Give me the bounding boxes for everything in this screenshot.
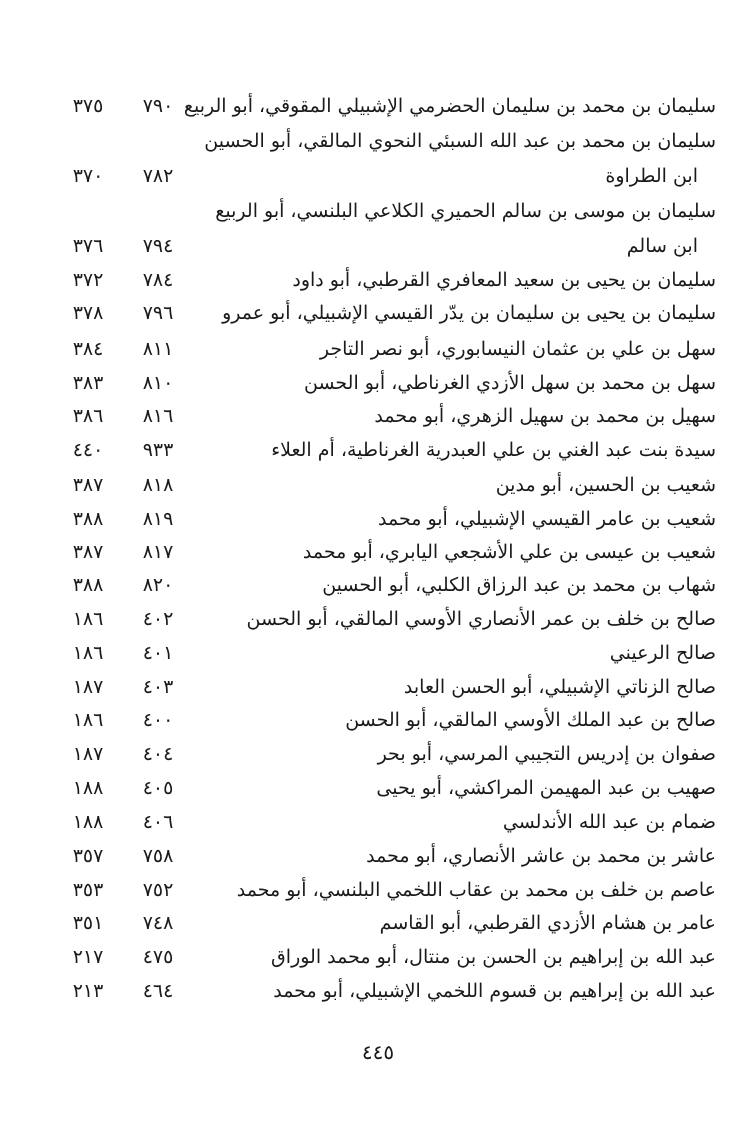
page-number: ٣٨٧ <box>72 541 104 563</box>
entry-name: سيدة بنت عبد الغني بن علي العبدرية الغرناطية، أم العلاء <box>271 439 716 461</box>
entry-name: صالح الرعيني <box>609 642 716 664</box>
entry-number: ٤٠٢ <box>142 608 174 630</box>
page-number: ٣٧٠ <box>72 165 104 187</box>
index-entry <box>0 160 756 192</box>
page-number: ٣٨٤ <box>72 338 104 360</box>
page-number: ٣٥٣ <box>72 879 104 901</box>
entry-number: ٧٩٠ <box>142 95 174 117</box>
index-entry <box>0 941 756 973</box>
index-entry <box>0 569 756 601</box>
index-entry <box>0 806 756 838</box>
entry-number: ٧٩٤ <box>142 235 174 257</box>
entry-name: صالح الزناتي الإشبيلي، أبو الحسن العابد <box>403 676 716 698</box>
entry-number: ٨١٠ <box>142 372 174 394</box>
page-number: ١٨٦ <box>72 608 104 630</box>
entry-name: شهاب بن محمد بن عبد الرزاق الكلبي، أبو الحسين <box>322 574 716 596</box>
folio-page-number: ٤٤٥ <box>361 1040 395 1064</box>
entry-name: شعيب بن عيسى بن علي الأشجعي اليابري، أبو محمد <box>302 541 716 563</box>
index-entry <box>0 503 756 535</box>
page-number: ٣٨٦ <box>72 405 104 427</box>
entry-number: ٨١٦ <box>142 405 174 427</box>
entry-number: ٤٠٣ <box>142 676 174 698</box>
entry-number: ٤٠١ <box>142 642 174 664</box>
page-number: ٤٤٠ <box>72 439 104 461</box>
page-number: ٣٥٧ <box>72 845 104 867</box>
entry-name: صهيب بن عبد المهيمن المراكشي، أبو يحيى <box>376 777 716 799</box>
index-entry <box>0 434 756 466</box>
page-number: ١٨٦ <box>72 642 104 664</box>
index-entry <box>0 333 756 365</box>
entry-number: ٤٠٦ <box>142 811 174 833</box>
index-entry <box>0 772 756 804</box>
entry-number: ٤٠٠ <box>142 709 174 731</box>
index-entry <box>0 975 756 1007</box>
index-entry <box>0 367 756 399</box>
index-entry <box>0 400 756 432</box>
entry-name: صالح بن خلف بن عمر الأنصاري الأوسي المالقي، أبو الحسن <box>246 608 716 630</box>
page-number: ٢١٧ <box>72 946 104 968</box>
index-entry <box>0 907 756 939</box>
entry-number: ٨١٩ <box>142 508 174 530</box>
index-entry <box>0 230 756 262</box>
entry-name: عامر بن هشام الأزدي القرطبي، أبو القاسم <box>379 912 716 934</box>
entry-number: ٤٠٤ <box>142 743 174 765</box>
entry-number: ٧٨٢ <box>142 165 174 187</box>
entry-name: سهل بن محمد بن سهل الأزدي الغرناطي، أبو الحسن <box>304 372 716 394</box>
page-number: ٣٨٣ <box>72 372 104 394</box>
index-entry <box>0 671 756 703</box>
page-number: ٣٨٨ <box>72 508 104 530</box>
index-entry <box>0 840 756 872</box>
entry-name: شعيب بن عامر القيسي الإشبيلي، أبو محمد <box>378 508 716 530</box>
page-number: ٣٨٧ <box>72 474 104 496</box>
page-number: ٣٥١ <box>72 912 104 934</box>
index-entry <box>0 297 756 329</box>
entry-name: سهل بن علي بن عثمان النيسابوري، أبو نصر التاجر <box>319 338 716 360</box>
index-entry <box>0 469 756 501</box>
entry-number: ٤٧٥ <box>142 946 174 968</box>
entry-name: ابن سالم <box>626 235 698 257</box>
entry-name: سليمان بن محمد بن عبد الله السبئي النحوي المالقي، أبو الحسين <box>204 130 716 152</box>
page-number: ٣٨٨ <box>72 574 104 596</box>
entry-name: سليمان بن محمد بن سليمان الحضرمي الإشبيلي المقوقي، أبو الربيع <box>183 95 716 117</box>
page-number: ٣٧٢ <box>72 269 104 291</box>
index-entry <box>0 738 756 770</box>
entry-number: ٧٤٨ <box>142 912 174 934</box>
index-entry <box>0 874 756 906</box>
index-entry <box>0 264 756 296</box>
entry-name: سهيل بن محمد بن سهيل الزهري، أبو محمد <box>374 405 716 427</box>
entry-number: ٨٢٠ <box>142 574 174 596</box>
entry-number: ٧٨٤ <box>142 269 174 291</box>
page-number: ٣٧٨ <box>72 302 104 324</box>
page-number: ١٨٦ <box>72 709 104 731</box>
index-entry <box>0 603 756 635</box>
index-entry <box>0 704 756 736</box>
entry-number: ٤٦٤ <box>142 980 174 1002</box>
page-number: ١٨٧ <box>72 676 104 698</box>
page-number: ١٨٧ <box>72 743 104 765</box>
page-number: ٣٧٥ <box>72 95 104 117</box>
entry-number: ٨١١ <box>142 338 174 360</box>
index-entry <box>0 195 756 227</box>
entry-name: سليمان بن يحيى بن سعيد المعافري القرطبي، أبو داود <box>292 269 716 291</box>
index-entry <box>0 90 756 122</box>
entry-number: ٩٣٣ <box>142 439 174 461</box>
entry-number: ٧٥٢ <box>142 879 174 901</box>
page-number: ٢١٣ <box>72 980 104 1002</box>
index-entry <box>0 536 756 568</box>
entry-name: ضمام بن عبد الله الأندلسي <box>502 811 716 833</box>
entry-name: صالح بن عبد الملك الأوسي المالقي، أبو الحسن <box>345 709 716 731</box>
entry-number: ٨١٧ <box>142 541 174 563</box>
entry-name: ابن الطراوة <box>605 165 698 187</box>
entry-number: ٧٩٦ <box>142 302 174 324</box>
index-entry <box>0 637 756 669</box>
page-number: ١٨٨ <box>72 811 104 833</box>
page-number: ٣٧٦ <box>72 235 104 257</box>
entry-name: عبد الله بن إبراهيم بن الحسن بن منتال، أبو محمد الوراق <box>271 946 716 968</box>
entry-number: ٤٠٥ <box>142 777 174 799</box>
entry-name: عاشر بن محمد بن عاشر الأنصاري، أبو محمد <box>366 845 716 867</box>
entry-name: سليمان بن موسى بن سالم الحميري الكلاعي البلنسي، أبو الربيع <box>215 200 716 222</box>
page-number: ١٨٨ <box>72 777 104 799</box>
entry-number: ٨١٨ <box>142 474 174 496</box>
entry-name: شعيب بن الحسين، أبو مدين <box>495 474 716 496</box>
entry-name: صفوان بن إدريس التجيبي المرسي، أبو بحر <box>377 743 716 765</box>
index-entry <box>0 125 756 157</box>
entry-number: ٧٥٨ <box>142 845 174 867</box>
entry-name: عاصم بن خلف بن محمد بن عقاب اللخمي البلنسي، أبو محمد <box>236 879 716 901</box>
entry-name: عبد الله بن إبراهيم بن قسوم اللخمي الإشبيلي، أبو محمد <box>273 980 716 1002</box>
entry-name: سليمان بن يحيى بن سليمان بن يدّر القيسي الإشبيلي، أبو عمرو <box>222 302 716 324</box>
